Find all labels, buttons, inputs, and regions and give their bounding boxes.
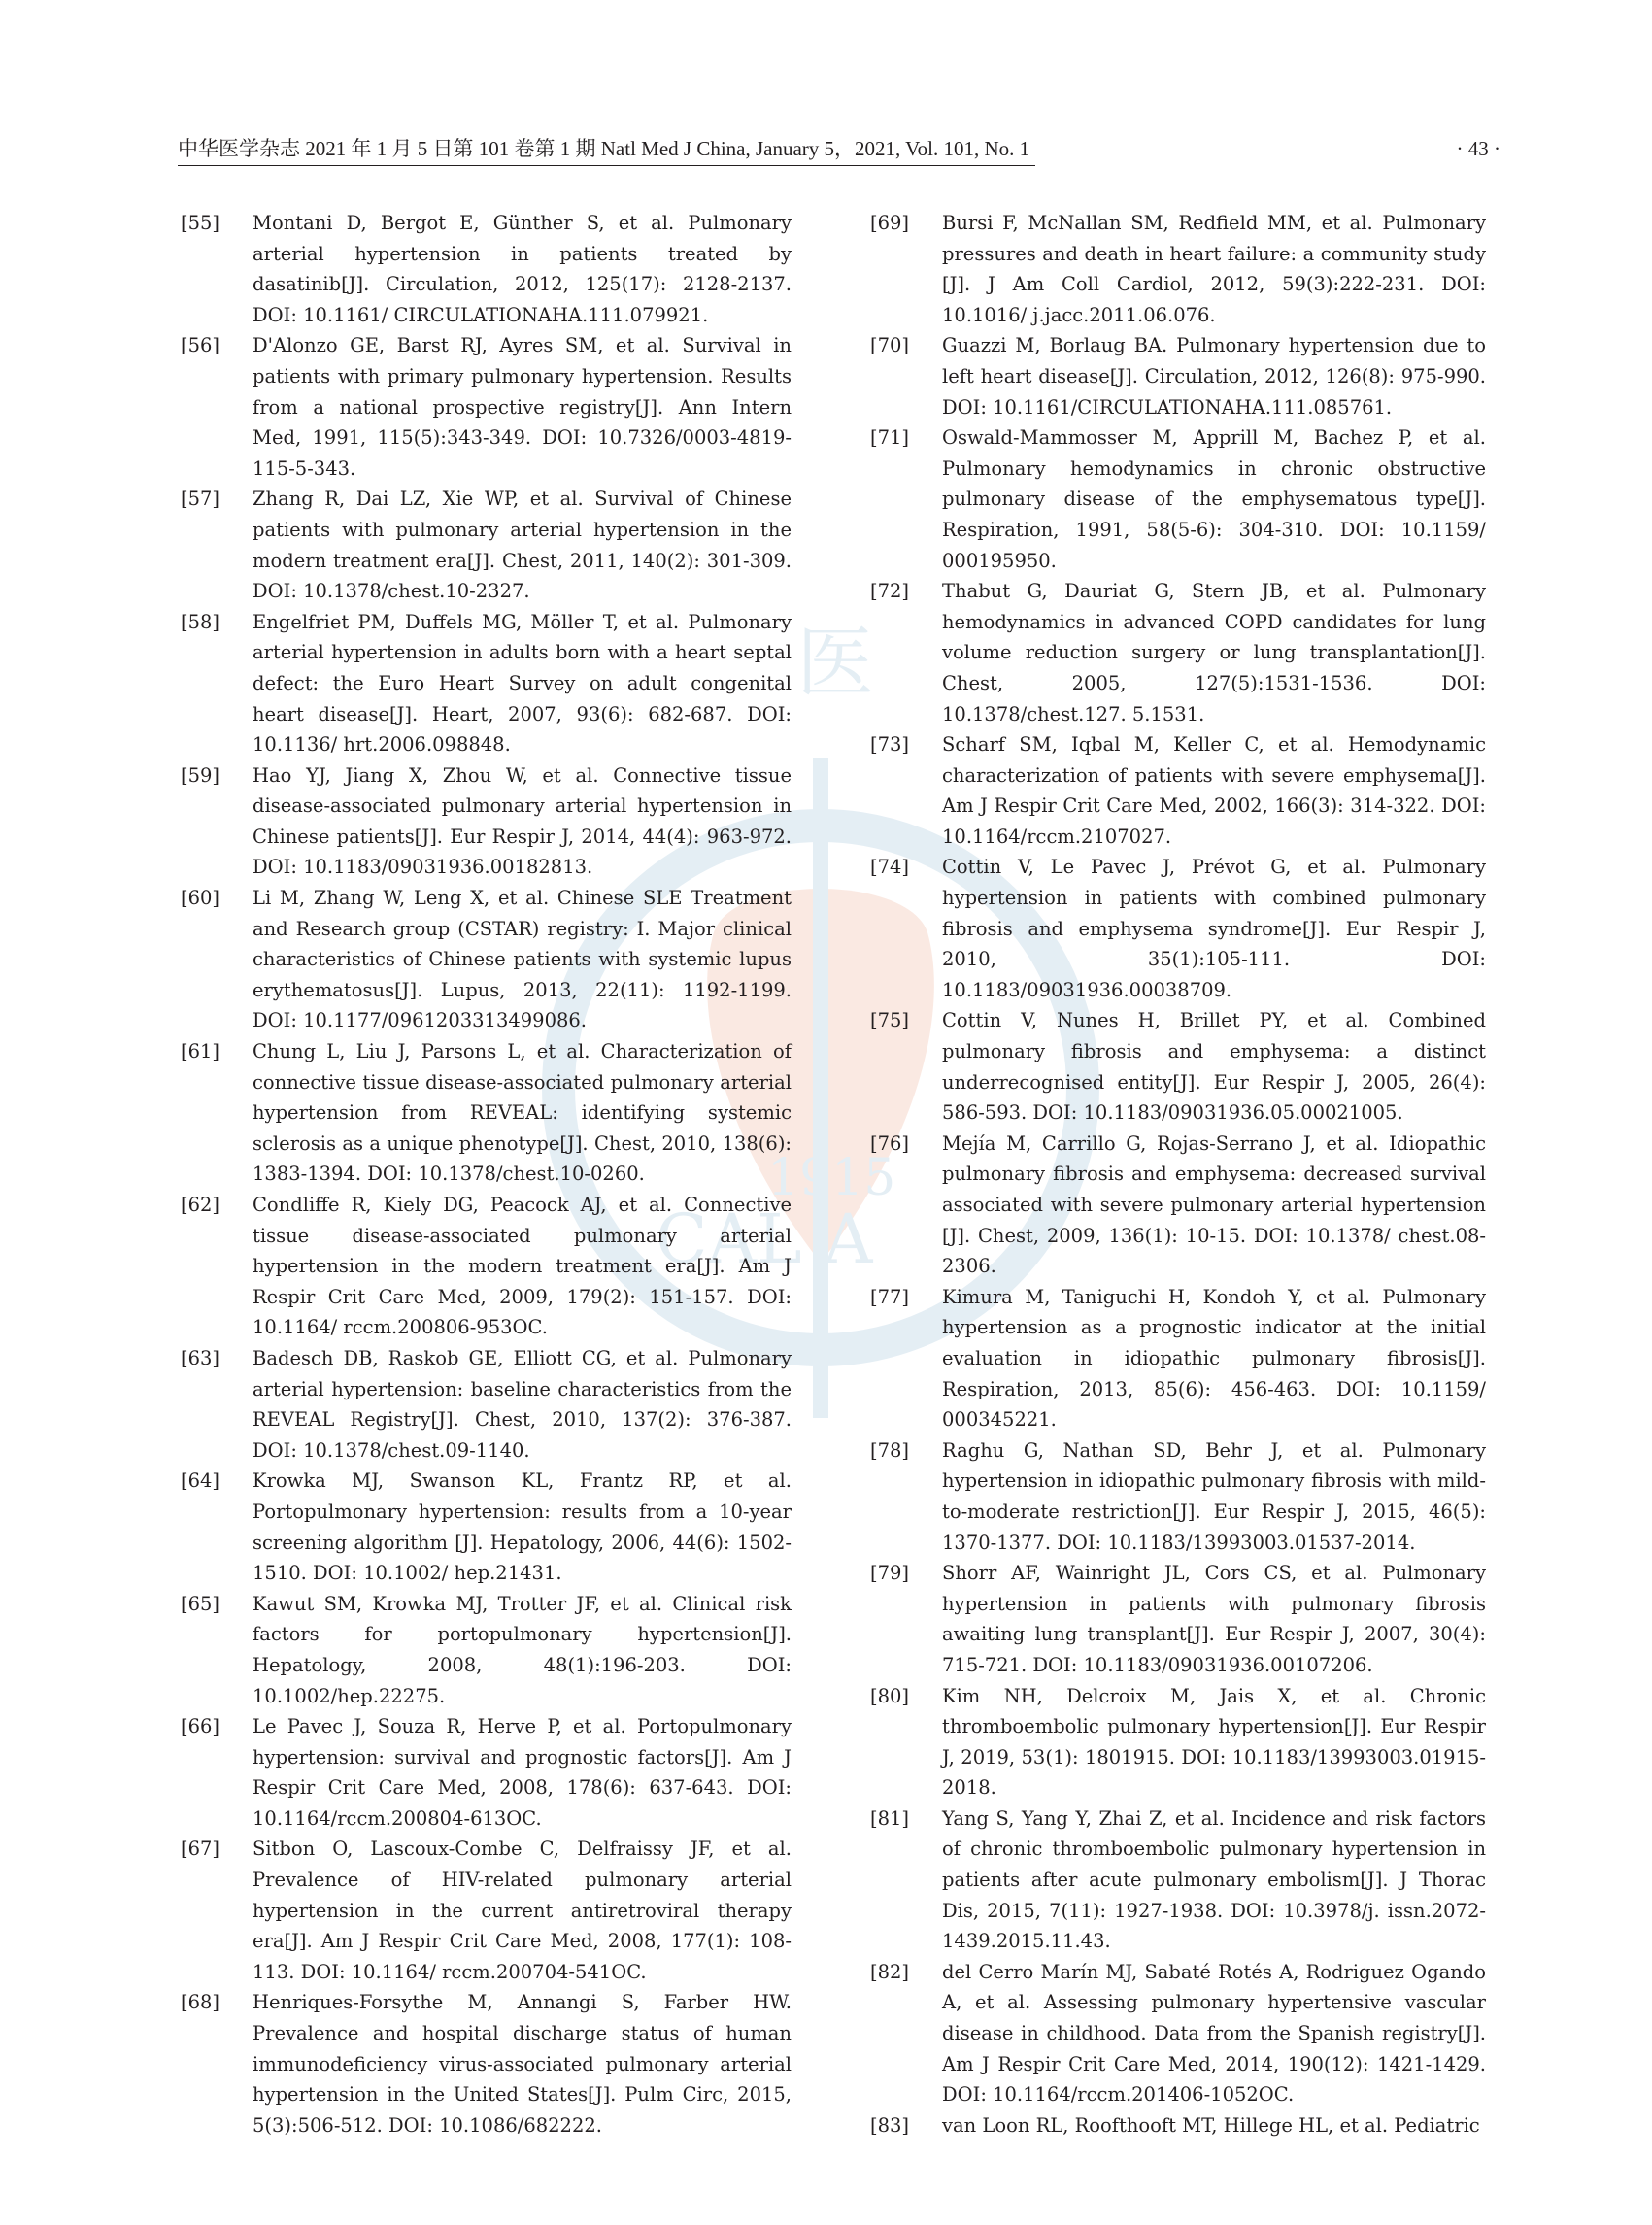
reference-number: [66]	[181, 1715, 220, 1738]
reference-number: [58]	[181, 610, 220, 633]
journal-citation: 中华医学杂志 2021 年 1 月 5 日第 101 卷第 1 期 Natl Med J China, January 5，2021, Vol. 101, No. 1	[178, 132, 1035, 166]
reference-item	[870, 1282, 1486, 1435]
reference-number: [73]	[870, 733, 910, 757]
page-number: · 43 ·	[1456, 137, 1500, 160]
reference-text: Guazzi M, Borlaug BA. Pulmonary hypertension due to left heart disease[J]. Circulation, 2012, 126(8): 975-990. DOI: 10.1161/CIRCULATIONAHA.111.085761.	[942, 334, 1486, 419]
reference-text: Shorr AF, Wainright JL, Cors CS, et al. Pulmonary hypertension in patients with pulmonary fibrosis awaiting lung transplant[J]. Eur Respir J, 2007, 30(4): 715-721. DOI: 10.1183/09031936.00107206.	[942, 1562, 1486, 1676]
references-left-column	[181, 208, 792, 2141]
reference-item	[870, 729, 1486, 852]
reference-item	[181, 1987, 792, 2141]
reference-text: Engelfriet PM, Duffels MG, Möller T, et al. Pulmonary arterial hypertension in adults born with a heart septal defect: the Euro Heart Survey on adult congenital heart disease[J]. Heart, 2007, 93(6): 682-687. DOI: 10.1136/ hrt.2006.098848.	[253, 610, 792, 757]
reference-text: Henriques-Forsythe M, Annangi S, Farber HW. Prevalence and hospital discharge status of human immunodeficiency virus-associated pulmonary arterial hypertension in the United States[J]. Pulm Circ, 2015, 5(3):506-512. DOI: 10.1086/682222.	[253, 1991, 792, 2137]
reference-text: Zhang R, Dai LZ, Xie WP, et al. Survival of Chinese patients with pulmonary arterial hypertension in the modern treatment era[J]. Chest, 2011, 140(2): 301-309. DOI: 10.1378/chest.10-2327.	[253, 488, 792, 603]
running-header	[178, 132, 1500, 165]
reference-number: [81]	[870, 1806, 910, 1830]
reference-number: [78]	[870, 1438, 910, 1462]
reference-item	[870, 1681, 1486, 1804]
watermark-banner: CAL A	[656, 1199, 873, 1279]
reference-text: Montani D, Bergot E, Günther S, et al. Pulmonary arterial hypertension in patients treated by dasatinib[J]. Circulation, 2012, 125(17): 2128-2137. DOI: 10.1161/ CIRCULATIONAHA.111.079921.	[253, 212, 792, 326]
reference-number: [72]	[870, 580, 910, 603]
reference-number: [82]	[870, 1960, 910, 1983]
reference-text: Kawut SM, Krowka MJ, Trotter JF, et al. Clinical risk factors for portopulmonary hypertension[J]. Hepatology, 2008, 48(1):196-203. DOI: 10.1002/hep.22275.	[253, 1592, 792, 1707]
reference-item	[181, 1466, 792, 1588]
reference-number: [63]	[181, 1346, 220, 1369]
reference-text: Mejía M, Carrillo G, Rojas-Serrano J, et al. Idiopathic pulmonary fibrosis and emphysema: decreased survival associated with severe pulmonary arterial hypertension [J]. Chest, 2009, 136(1): 10-15. DOI: 10.1378/ chest.08-2306.	[942, 1131, 1486, 1278]
reference-item	[181, 1343, 792, 1466]
reference-text: Sitbon O, Lascoux-Combe C, Delfraissy JF, et al. Prevalence of HIV-related pulmonary arterial hypertension in the current antiretroviral therapy era[J]. Am J Respir Crit Care Med, 2008, 177(1): 108-113. DOI: 10.1164/ rccm.200704-541OC.	[253, 1837, 792, 1983]
reference-item	[181, 883, 792, 1036]
reference-item	[870, 576, 1486, 729]
reference-number: [61]	[181, 1040, 220, 1063]
reference-item	[870, 422, 1486, 576]
reference-text: Chung L, Liu J, Parsons L, et al. Characterization of connective tissue disease-associated pulmonary arterial hypertension from REVEAL: identifying systemic sclerosis as a unique phenotype[J]. Chest, 2010, 138(6): 1383-1394. DOI: 10.1378/chest.10-0260.	[253, 1040, 792, 1186]
reference-number: [57]	[181, 488, 220, 511]
reference-item	[181, 484, 792, 606]
reference-number: [59]	[181, 763, 220, 787]
reference-number: [77]	[870, 1285, 910, 1308]
reference-text: Cottin V, Le Pavec J, Prévot G, et al. Pulmonary hypertension in patients with combined pulmonary fibrosis and emphysema syndrome[J]. Eur Respir J, 2010, 35(1):105-111. DOI: 10.1183/09031936.00038709.	[942, 856, 1486, 1001]
reference-item	[870, 1129, 1486, 1282]
reference-number: [69]	[870, 212, 910, 234]
reference-text: Cottin V, Nunes H, Brillet PY, et al. Combined pulmonary fibrosis and emphysema: a distinct underrecognised entity[J]. Eur Respir J, 2005, 26(4): 586-593. DOI: 10.1183/09031936.05.00021005.	[942, 1009, 1486, 1125]
reference-item	[181, 330, 792, 484]
watermark-year: 1915	[767, 1149, 896, 1207]
reference-item	[181, 1589, 792, 1711]
reference-text: del Cerro Marín MJ, Sabaté Rotés A, Rodriguez Ogando A, et al. Assessing pulmonary hypertensive vascular disease in childhood. Data from the Spanish registry[J]. Am J Respir Crit Care Med, 2014, 190(12): 1421-1429. DOI: 10.1164/rccm.201406-1052OC.	[942, 1960, 1486, 2107]
reference-number: [74]	[870, 856, 910, 879]
reference-text: D'Alonzo GE, Barst RJ, Ayres SM, et al. Survival in patients with primary pulmonary hypertension. Results from a national prospective registry[J]. Ann Intern Med, 1991, 115(5):343-349. DOI: 10.7326/0003-4819-115-5-343.	[253, 334, 792, 480]
reference-number: [65]	[181, 1592, 220, 1615]
reference-text: Li M, Zhang W, Leng X, et al. Chinese SLE Treatment and Research group (CSTAR) registry: I. Major clinical characteristics of Chinese patients with systemic lupus erythematosus[J]. Lupus, 2013, 22(11): 1192-1199. DOI: 10.1177/0961203313499086.	[253, 887, 792, 1032]
reference-number: [80]	[870, 1684, 910, 1707]
reference-number: [70]	[870, 334, 910, 357]
reference-number: [83]	[870, 2113, 910, 2137]
reference-text: Condliffe R, Kiely DG, Peacock AJ, et al. Connective tissue disease-associated pulmonary arterial hypertension in the modern treatment era[J]. Am J Respir Crit Care Med, 2009, 179(2): 151-157. DOI: 10.1164/ rccm.200806-953OC.	[253, 1194, 792, 1339]
reference-number: [60]	[181, 887, 220, 910]
reference-number: [56]	[181, 334, 220, 357]
reference-item	[870, 1005, 1486, 1128]
reference-item	[181, 208, 792, 330]
reference-text: Le Pavec J, Souza R, Herve P, et al. Portopulmonary hypertension: survival and prognostic factors[J]. Am J Respir Crit Care Med, 2008, 178(6): 637-643. DOI: 10.1164/rccm.200804-613OC.	[253, 1715, 792, 1830]
reference-text: Scharf SM, Iqbal M, Keller C, et al. Hemodynamic characterization of patients with severe emphysema[J]. Am J Respir Crit Care Med, 2002, 166(3): 314-322. DOI: 10.1164/rccm.2107027.	[942, 733, 1486, 848]
reference-text: van Loon RL, Roofthooft MT, Hillege HL, et al. Pediatric	[942, 2113, 1480, 2137]
reference-item	[870, 330, 1486, 422]
reference-number: [76]	[870, 1131, 910, 1155]
reference-item	[181, 1711, 792, 1834]
reference-text: Badesch DB, Raskob GE, Elliott CG, et al. Pulmonary arterial hypertension: baseline characteristics from the REVEAL Registry[J]. Chest, 2010, 137(2): 376-387. DOI: 10.1378/chest.09-1140.	[253, 1346, 792, 1462]
reference-item	[181, 1834, 792, 1987]
reference-text: Thabut G, Dauriat G, Stern JB, et al. Pulmonary hemodynamics in advanced COPD candidates for lung volume reduction surgery or lung transplantation[J]. Chest, 2005, 127(5):1531-1536. DOI: 10.1378/chest.127. 5.1531.	[942, 580, 1486, 725]
reference-number: [55]	[181, 212, 220, 234]
reference-item	[181, 607, 792, 760]
reference-number: [75]	[870, 1009, 910, 1032]
reference-text: Oswald-Mammosser M, Apprill M, Bachez P, et al. Pulmonary hemodynamics in chronic obstructive pulmonary disease of the emphysematous type[J]. Respiration, 1991, 58(5-6): 304-310. DOI: 10.1159/ 000195950.	[942, 426, 1486, 572]
reference-item	[181, 760, 792, 883]
reference-number: [68]	[181, 1991, 220, 2014]
reference-text: Yang S, Yang Y, Zhai Z, et al. Incidence and risk factors of chronic thromboembolic pulmonary hypertension in patients after acute pulmonary embolism[J]. J Thorac Dis, 2015, 7(11): 1927-1938. DOI: 10.3978/j. issn.2072-1439.2015.11.43.	[942, 1806, 1486, 1953]
reference-text: Bursi F, McNallan SM, Redfield MM, et al. Pulmonary pressures and death in heart failure: a community study [J]. J Am Coll Cardiol, 2012, 59(3):222-231. DOI: 10.1016/ j.jacc.2011.06.076.	[942, 212, 1486, 326]
reference-item	[181, 1036, 792, 1190]
reference-item	[870, 1804, 1486, 1957]
reference-item	[870, 1435, 1486, 1558]
reference-item	[870, 1957, 1486, 2110]
reference-item	[181, 1190, 792, 1343]
reference-number: [62]	[181, 1194, 220, 1216]
reference-number: [71]	[870, 426, 910, 450]
reference-item	[870, 2110, 1486, 2141]
reference-text: Krowka MJ, Swanson KL, Frantz RP, et al. Portopulmonary hypertension: results from a 10-year screening algorithm [J]. Hepatology, 2006, 44(6): 1502-1510. DOI: 10.1002/ hep.21431.	[253, 1469, 792, 1585]
reference-text: Kimura M, Taniguchi H, Kondoh Y, et al. Pulmonary hypertension as a prognostic indicator at the initial evaluation in idiopathic pulmonary fibrosis[J]. Respiration, 2013, 85(6): 456-463. DOI: 10.1159/ 000345221.	[942, 1285, 1486, 1432]
reference-item	[870, 1558, 1486, 1680]
watermark-char: 医	[796, 618, 874, 708]
reference-number: [64]	[181, 1469, 220, 1493]
reference-item	[870, 208, 1486, 330]
reference-text: Kim NH, Delcroix M, Jais X, et al. Chronic thromboembolic pulmonary hypertension[J]. Eur Respir J, 2019, 53(1): 1801915. DOI: 10.1183/13993003.01915-2018.	[942, 1684, 1486, 1800]
reference-item	[870, 852, 1486, 1005]
references-right-column	[870, 208, 1486, 2141]
reference-text: Hao YJ, Jiang X, Zhou W, et al. Connective tissue disease-associated pulmonary arterial hypertension in Chinese patients[J]. Eur Respir J, 2014, 44(4): 963-972. DOI: 10.1183/09031936.00182813.	[253, 763, 792, 879]
reference-number: [67]	[181, 1837, 220, 1861]
reference-number: [79]	[870, 1562, 910, 1585]
reference-text: Raghu G, Nathan SD, Behr J, et al. Pulmonary hypertension in idiopathic pulmonary fibrosis with mild-to-moderate restriction[J]. Eur Respir J, 2015, 46(5): 1370-1377. DOI: 10.1183/13993003.01537-2014.	[942, 1438, 1486, 1554]
